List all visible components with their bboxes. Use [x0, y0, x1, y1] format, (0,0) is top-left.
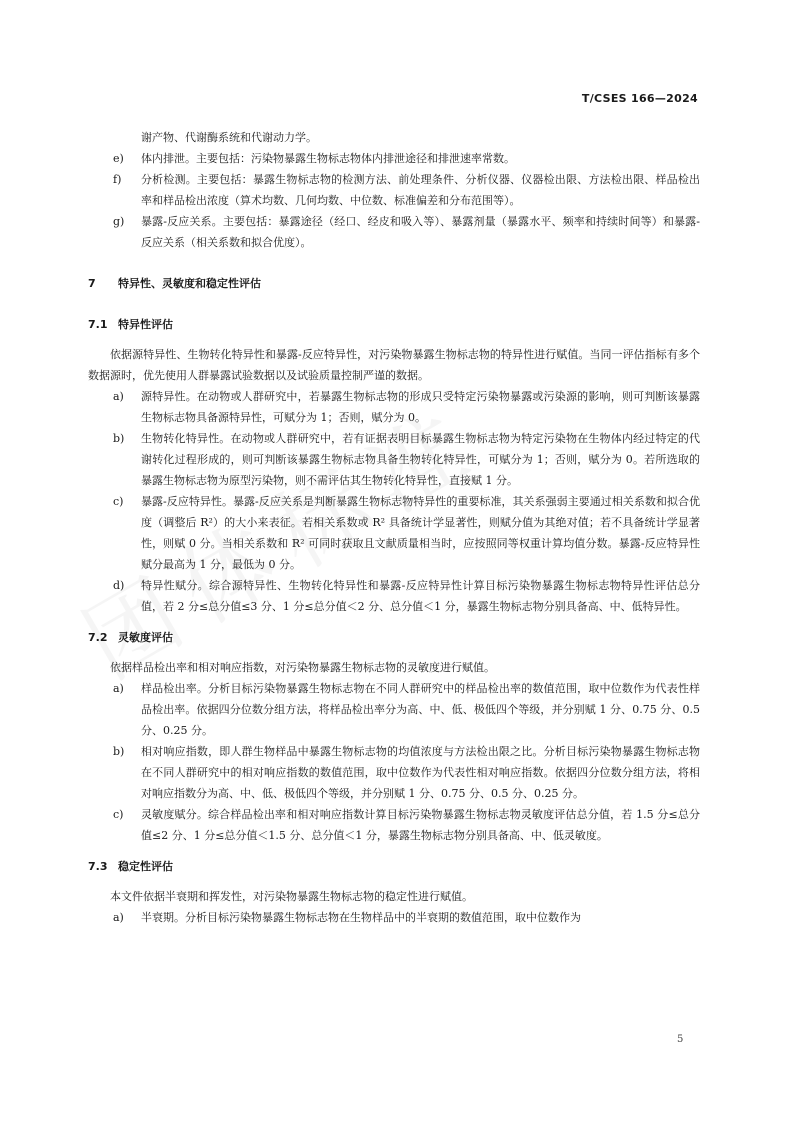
item-text: 灵敏度赋分。综合样品检出率和相对响应指数计算目标污染物暴露生物标志物灵敏度评估总分值，若 1.5 分≤总分值≤2 分、1 分≤总分值＜1.5 分、总分值＜1 分，暴露生物标志物分别具备高、中、低灵敏度。: [141, 808, 700, 842]
item-label: c): [113, 495, 124, 508]
section-number: 7.2: [88, 631, 108, 644]
intro-continuation: 谢产物、代谢酶系统和代谢动力学。: [141, 131, 317, 144]
list-item-7-1-d: [88, 575, 700, 617]
section-7-2-heading: [88, 627, 700, 648]
section-title: 特异性、灵敏度和稳定性评估: [118, 277, 261, 290]
item-text: 样品检出率。分析目标污染物暴露生物标志物在不同人群研究中的样品检出率的数值范围，取中位数作为代表性样品检出率。依据四分位数分组方法，将样品检出率分为高、中、低、极低四个等级，并分别赋 1 分、0.75 分、0.5 分、0.25 分。: [141, 682, 700, 737]
list-item-7-2-c: [88, 804, 700, 846]
page-number: 5: [677, 1034, 684, 1045]
list-item-7-1-b: [88, 428, 700, 491]
section-7-1-heading: [88, 314, 700, 335]
item-label: c): [113, 808, 124, 821]
section-7-2-paragraph: 依据样品检出率和相对响应指数，对污染物暴露生物标志物的灵敏度进行赋值。: [110, 661, 495, 674]
item-text: 暴露-反应关系。主要包括：暴露途径（经口、经皮和吸入等）、暴露剂量（暴露水平、频率和持续时间等）和暴露-反应关系（相关系数和拟合优度）。: [141, 215, 700, 249]
item-text: 分析检测。主要包括：暴露生物标志物的检测方法、前处理条件、分析仪器、仪器检出限、方法检出限、样品检出率和样品检出浓度（算术均数、几何均数、中位数、标准偏差和分布范围等）。: [141, 173, 700, 207]
item-label: d): [113, 579, 125, 592]
item-label: a): [113, 682, 124, 695]
item-label: f): [113, 173, 122, 186]
list-item-f: [88, 169, 700, 211]
list-item-7-2-a: [88, 678, 700, 741]
standard-code-header: T/CSES 166—2024: [581, 92, 698, 105]
section-7-3-paragraph: 本文件依据半衰期和挥发性，对污染物暴露生物标志物的稳定性进行赋值。: [110, 890, 473, 903]
list-item-7-1-a: [88, 386, 700, 428]
item-text: 体内排泄。主要包括：污染物暴露生物标志物体内排泄途径和排泄速率常数。: [141, 152, 515, 165]
item-text: 源特异性。在动物或人群研究中，若暴露生物标志物的形成只受特定污染物暴露或污染源的影响，则可判断该暴露生物标志物具备源特异性，可赋分为 1；否则，赋分为 0。: [141, 390, 700, 424]
list-item-g: [88, 211, 700, 253]
item-text: 特异性赋分。综合源特异性、生物转化特异性和暴露-反应特异性计算目标污染物暴露生物标志物特异性评估总分值，若 2 分≤总分值≤3 分、1 分≤总分值＜2 分、总分值＜1 分，暴露生物标志物分别具备高、中、低特异性。: [141, 579, 700, 613]
section-7-1-paragraph: 依据源特异性、生物转化特异性和暴露-反应特异性，对污染物暴露生物标志物的特异性进行赋值。当同一评估指标有多个数据源时，优先使用人群暴露试验数据以及试验质量控制严谨的数据。: [88, 348, 700, 382]
item-text: 半衰期。分析目标污染物暴露生物标志物在生物样品中的半衰期的数值范围，取中位数作为: [141, 911, 581, 924]
item-label: e): [113, 152, 124, 165]
section-number: 7.3: [88, 860, 108, 873]
item-label: g): [113, 215, 125, 228]
section-7-heading: [88, 273, 700, 294]
item-text: 生物转化特异性。在动物或人群研究中，若有证据表明目标暴露生物标志物为特定污染物在生物体内经过特定的代谢转化过程形成的，则可判断该暴露生物标志物具备生物转化特异性，可赋分为 1；否则，赋分为 0。若所选取的暴露生物标志物为原型污染物，则不需评估其生物转化特异性，直接赋 1 分。: [141, 432, 700, 487]
list-item-e: [88, 148, 700, 169]
section-title: 稳定性评估: [118, 860, 173, 873]
section-title: 特异性评估: [118, 318, 173, 331]
item-label: b): [113, 745, 125, 758]
list-item-7-3-a: [88, 907, 700, 928]
item-label: a): [113, 911, 124, 924]
section-number: 7.1: [88, 318, 108, 331]
item-label: a): [113, 390, 124, 403]
page-content: [88, 127, 700, 928]
item-label: b): [113, 432, 125, 445]
list-item-7-2-b: [88, 741, 700, 804]
section-number: 7: [88, 277, 96, 290]
section-title: 灵敏度评估: [118, 631, 173, 644]
section-7-3-heading: [88, 856, 700, 877]
item-text: 相对响应指数，即人群生物样品中暴露生物标志物的均值浓度与方法检出限之比。分析目标污染物暴露生物标志物在不同人群研究中的相对响应指数的数值范围，取中位数作为代表性相对响应指数。依据四分位数分组方法，将相对响应指数分为高、中、低、极低四个等级，并分别赋 1 分、0.75 分、0.5 分、0.25 分。: [141, 745, 700, 800]
item-text: 暴露-反应特异性。暴露-反应关系是判断暴露生物标志物特异性的重要标准，其关系强弱主要通过相关系数和拟合优度（调整后 R²）的大小来表征。若相关系数或 R² 具备统计学显著性，则赋分值为其绝对值；若不具备统计学显著性，则赋 0 分。当相关系数和 R² 可同时获取且文献质量相当时，应按照同等权重计算均值分数。暴露-反应特异性赋分最高为 1 分，最低为 0 分。: [141, 495, 700, 571]
list-item-7-1-c: [88, 491, 700, 575]
